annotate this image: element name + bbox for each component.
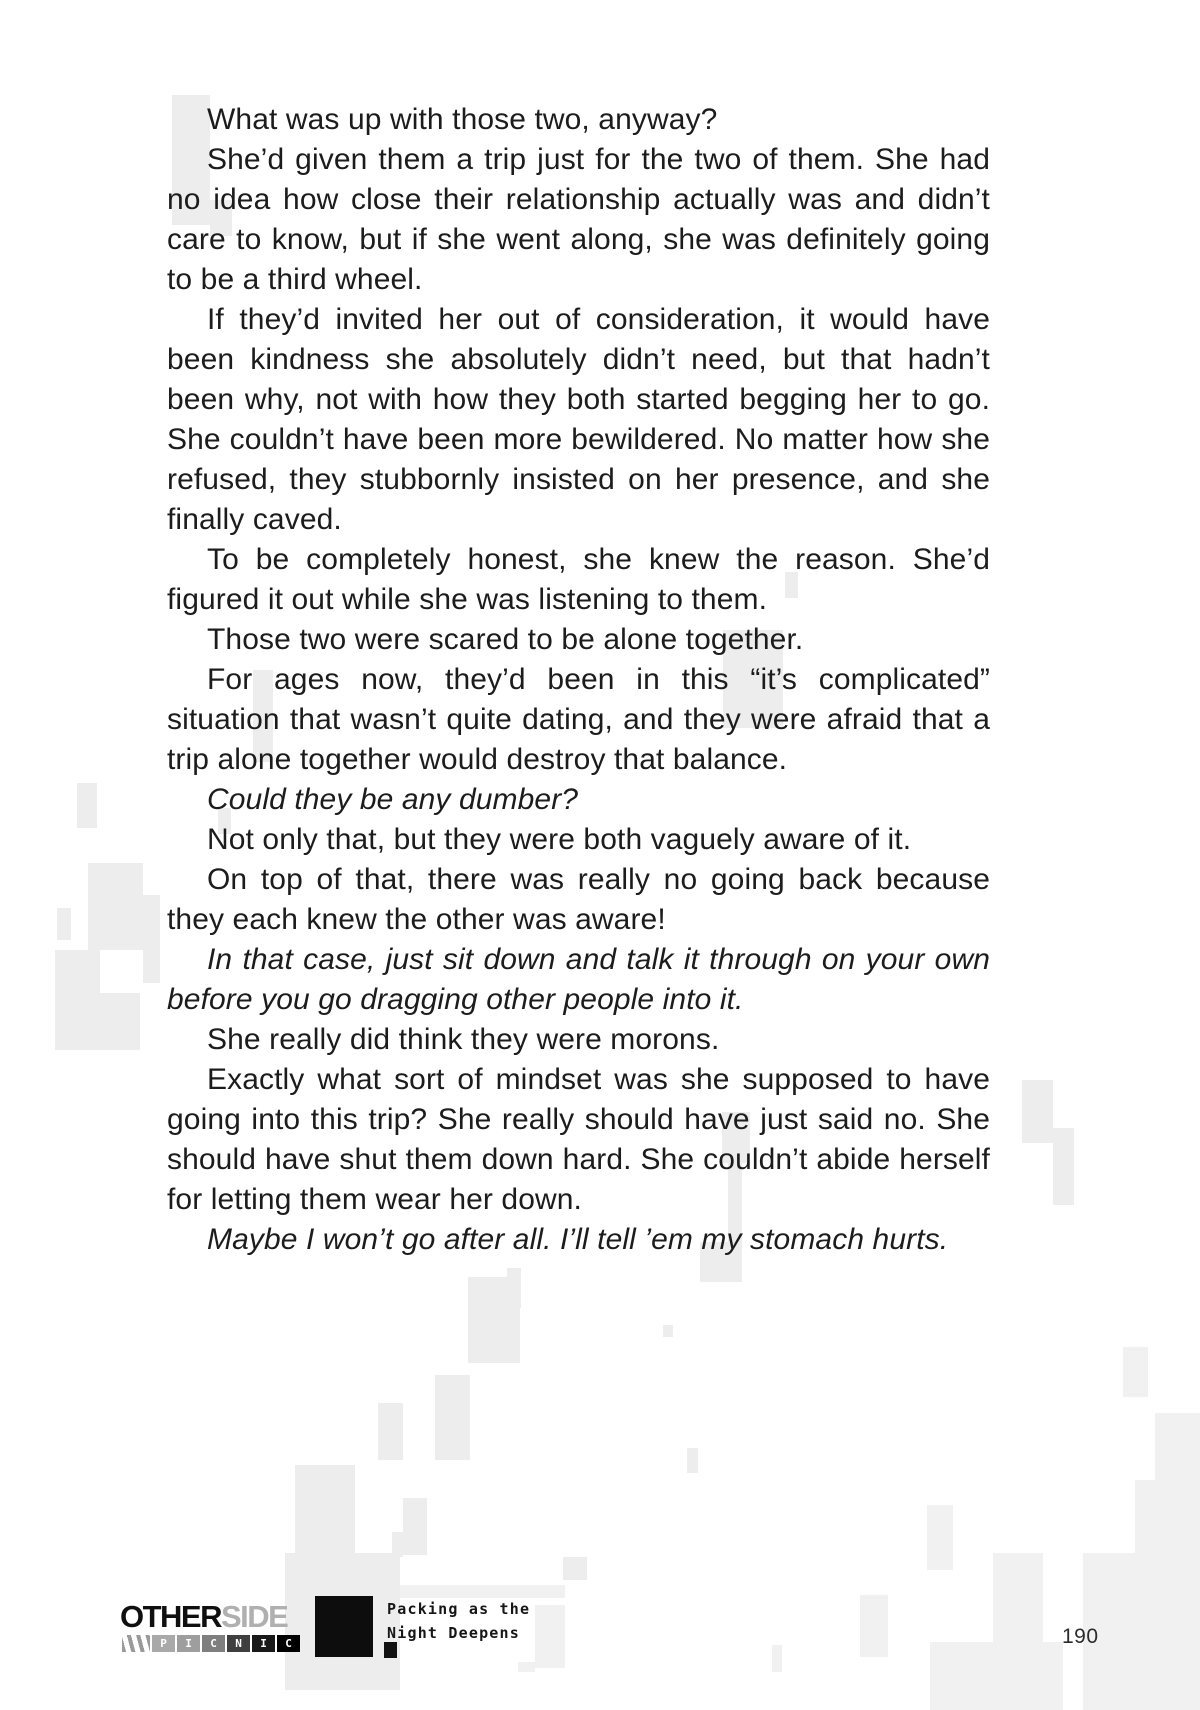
paragraph-italic: Could they be any dumber? [207,783,579,816]
series-logo-otherside-gray: SIDE [221,1599,288,1634]
chapter-title-line1: Packing as the [387,1600,531,1618]
paragraph-italic: In that case, just sit down and talk it through on your own before you go dragging other people into it. [167,943,990,1016]
deco-block [57,908,71,940]
series-logo-otherside-black: OTHER [120,1599,221,1634]
page-text [167,100,990,1260]
deco-block [772,1645,782,1672]
deco-block [295,1465,355,1555]
diagonal-stripes-icon [122,1635,150,1652]
chapter-marker-square [315,1596,373,1657]
picnic-letter: I [252,1635,275,1652]
deco-block [927,1505,953,1570]
deco-block [468,1277,520,1363]
chapter-title-line2: Night Deepens [387,1624,520,1642]
deco-block [378,1403,403,1460]
picnic-letter: I [177,1635,200,1652]
series-logo [120,1599,288,1634]
chapter-title [387,1597,530,1645]
paragraph: Those two were scared to be alone together. [207,623,804,656]
series-logo-picnic-bar [122,1635,300,1652]
deco-block [403,1498,427,1555]
paragraph: Not only that, but they were both vaguely aware of it. [207,823,912,856]
deco-block [143,895,160,983]
deco-block [88,863,143,950]
picnic-letter: P [152,1635,175,1652]
paragraph: If they’d invited her out of consideration, it would have been kindness she absolutely didn’t need, but that hadn’t been why, not with how they both started begging her to go. She couldn’t have been more bewildered. No matter how she refused, they stubbornly insisted on her presence, and she finally caved. [167,303,990,536]
deco-block [1123,1347,1148,1397]
deco-block [518,1662,535,1672]
paragraph-italic: Maybe I won’t go after all. I’ll tell ’em my stomach hurts. [207,1223,949,1256]
deco-block [663,1325,673,1337]
paragraph: What was up with those two, anyway? [207,103,718,136]
paragraph: On top of that, there was really no going back because they each knew the other was aware! [167,863,990,936]
deco-block [1022,1080,1053,1143]
paragraph: She really did think they were morons. [207,1023,720,1056]
deco-block [930,1642,1063,1710]
paragraph: For ages now, they’d been in this “it’s complicated” situation that wasn’t quite dating, and they were afraid that a trip alone together would destroy that balance. [167,663,990,776]
picnic-letter: C [202,1635,225,1652]
deco-block [1155,1413,1200,1480]
paragraph: To be completely honest, she knew the reason. She’d figured it out while she was listening to them. [167,543,990,616]
deco-block [1135,1480,1200,1557]
deco-block [535,1605,565,1668]
chapter-title-cursor [384,1642,397,1658]
picnic-letter: N [227,1635,250,1652]
picnic-letter: C [277,1635,300,1652]
deco-block [993,1553,1043,1643]
deco-block [1053,1128,1074,1205]
deco-block [55,950,100,1050]
deco-block [687,1448,698,1473]
paragraph: Exactly what sort of mindset was she supposed to have going into this trip? She really should have just said no. She should have shut them down hard. She couldn’t abide herself for letting them wear her down. [167,1063,990,1216]
deco-block [563,1557,587,1580]
deco-block [860,1595,888,1657]
paragraph: She’d given them a trip just for the two of them. She had no idea how close their relationship actually was and didn’t care to know, but if she went along, she was definitely going to be a third wheel. [167,143,990,296]
deco-block [100,993,140,1050]
deco-block [77,783,97,828]
deco-block [1083,1553,1200,1710]
deco-block [435,1375,470,1460]
page-number: 190 [1062,1625,1099,1648]
